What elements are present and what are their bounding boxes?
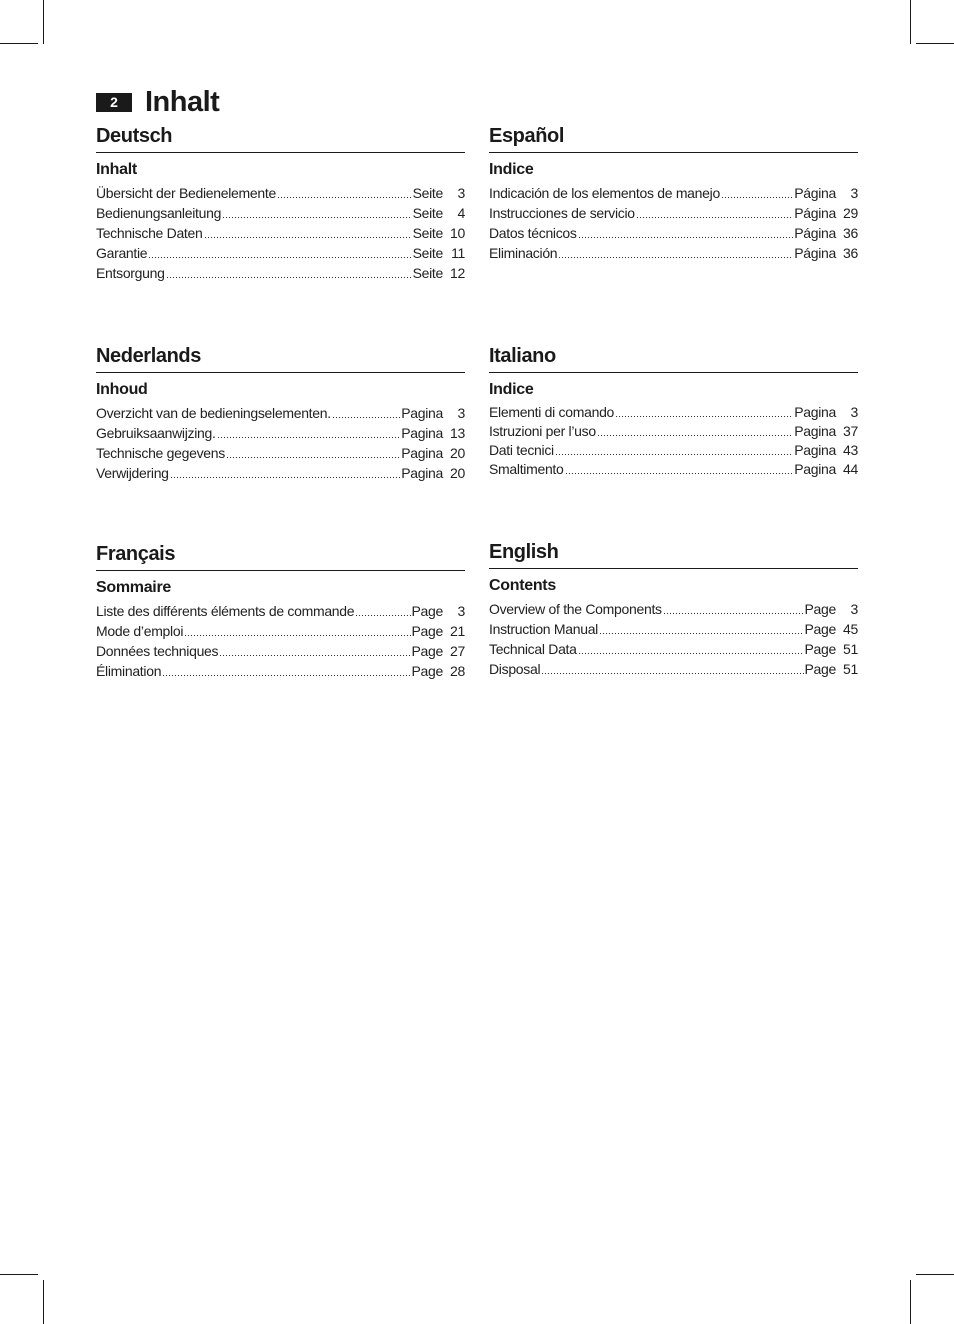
toc-entry (96, 263, 465, 283)
toc-entry-page-label: Page (804, 621, 836, 637)
dot-leader (204, 237, 412, 238)
toc-entry-page-label: Page (411, 643, 443, 659)
dot-leader (597, 435, 793, 436)
dot-leader (222, 217, 411, 218)
toc-entry (96, 403, 465, 423)
toc-entry-title: Smaltimento (489, 461, 564, 477)
page-number: 2 (96, 93, 132, 112)
toc-entry-page-label: Page (411, 623, 443, 639)
crop-mark (43, 0, 44, 44)
dot-leader (226, 457, 400, 458)
crop-mark (916, 43, 954, 44)
toc-heading: Indice (489, 381, 534, 398)
toc-entry-title: Elementi di comando (489, 404, 615, 420)
toc-entry-page-number: 45 (843, 621, 858, 637)
toc-entry (489, 223, 858, 243)
toc-entry-page-label: Seite (412, 225, 443, 241)
toc-entry (96, 183, 465, 203)
toc-entry-title: Technische Daten (96, 225, 203, 241)
toc-entry-page-label: Pagina (401, 445, 443, 461)
toc-entry (489, 183, 858, 203)
toc-entry-page-label: Pagina (401, 405, 443, 421)
language-heading: English (489, 538, 858, 569)
crop-mark (43, 1280, 44, 1324)
toc-entry-title: Istruzioni per l’uso (489, 423, 596, 439)
toc-entry-title: Élimination (96, 663, 162, 679)
toc-entry-title: Garantie (96, 245, 148, 261)
toc-entry-page-label: Pagina (794, 442, 836, 458)
dot-leader (663, 613, 804, 614)
toc-entry (489, 460, 858, 479)
toc-entry-page-label: Pagina (794, 461, 836, 477)
toc-entry-page-label: Seite (412, 185, 443, 201)
dot-leader (355, 615, 410, 616)
toc-entry-title: Indicación de los elementos de manejo (489, 185, 720, 201)
toc-entry-page-number: 3 (457, 185, 465, 201)
dot-leader (541, 673, 803, 674)
dot-leader (217, 437, 401, 438)
toc-entry-title: Datos técnicos (489, 225, 577, 241)
toc-entry-page-label: Pagina (401, 465, 443, 481)
crop-mark (0, 43, 38, 44)
toc-entry-page-number: 3 (850, 185, 858, 201)
dot-leader (599, 633, 804, 634)
toc-entry-title: Mode d’emploi (96, 623, 184, 639)
toc-entry (96, 661, 465, 681)
dot-leader (166, 277, 412, 278)
toc-entry (96, 601, 465, 621)
toc-entry-page-label: Pagina (401, 425, 443, 441)
toc-list (96, 403, 465, 483)
toc-entry-title: Entsorgung (96, 265, 165, 281)
toc-entry (489, 619, 858, 639)
dot-leader (636, 217, 793, 218)
dot-leader (277, 197, 412, 198)
toc-entry-page-number: 20 (450, 465, 465, 481)
toc-entry (489, 599, 858, 619)
toc-entry (96, 463, 465, 483)
toc-entry-page-number: 28 (450, 663, 465, 679)
toc-entry-page-label: Page (411, 603, 443, 619)
toc-entry (96, 641, 465, 661)
toc-entry-title: Overview of the Components (489, 601, 662, 617)
toc-entry (96, 443, 465, 463)
section-italiano (489, 342, 858, 479)
section-nederlands (96, 342, 465, 483)
dot-leader (578, 653, 804, 654)
toc-entry (489, 659, 858, 679)
crop-mark (910, 0, 911, 44)
toc-entry (489, 422, 858, 441)
toc-entry-title: Disposal (489, 661, 541, 677)
toc-entry (489, 441, 858, 460)
toc-entry-page-number: 51 (843, 641, 858, 657)
toc-entry-page-number: 3 (457, 603, 465, 619)
toc-entry-page-label: Page (804, 641, 836, 657)
toc-entry (96, 223, 465, 243)
toc-entry-title: Overzicht van de bedieningselementen. (96, 405, 331, 421)
toc-entry-page-number: 11 (451, 245, 465, 261)
dot-leader (148, 257, 411, 258)
language-heading: Italiano (489, 342, 858, 373)
toc-heading: Inhoud (96, 381, 148, 398)
language-heading: Deutsch (96, 122, 465, 153)
toc-entry-page-label: Pagina (794, 404, 836, 420)
toc-entry-page-label: Pagina (794, 423, 836, 439)
dot-leader (565, 473, 794, 474)
toc-entry (489, 403, 858, 422)
toc-entry-page-number: 3 (457, 405, 465, 421)
toc-entry-title: Instruction Manual (489, 621, 598, 637)
toc-entry-title: Technical Data (489, 641, 577, 657)
toc-entry-title: Dati tecnici (489, 442, 554, 458)
dot-leader (615, 416, 793, 417)
dot-leader (170, 477, 401, 478)
crop-mark (916, 1274, 954, 1275)
toc-entry-page-number: 3 (850, 404, 858, 420)
toc-entry-page-number: 21 (450, 623, 465, 639)
crop-mark (910, 1280, 911, 1324)
dot-leader (219, 655, 410, 656)
toc-entry-title: Verwijdering (96, 465, 169, 481)
toc-list (96, 183, 465, 283)
dot-leader (558, 257, 793, 258)
toc-entry-title: Gebruiksaanwijzing. (96, 425, 216, 441)
toc-entry-page-number: 10 (450, 225, 465, 241)
toc-entry-page-number: 13 (450, 425, 465, 441)
toc-entry-page-label: Página (794, 225, 836, 241)
toc-entry-title: Bedienungsanleitung (96, 205, 222, 221)
toc-entry (489, 639, 858, 659)
section-deutsch (96, 122, 465, 283)
toc-heading: Sommaire (96, 579, 171, 596)
toc-entry-page-label: Seite (412, 205, 443, 221)
toc-entry-page-number: 51 (843, 661, 858, 677)
toc-entry-page-number: 37 (843, 423, 858, 439)
toc-entry-page-label: Seite (412, 245, 443, 261)
toc-entry-page-number: 36 (843, 245, 858, 261)
toc-list (489, 183, 858, 263)
section-english (489, 538, 858, 679)
dot-leader (555, 454, 793, 455)
language-heading: Nederlands (96, 342, 465, 373)
toc-list (96, 601, 465, 681)
page-header (96, 84, 219, 120)
toc-entry-page-label: Page (804, 661, 836, 677)
toc-entry (96, 203, 465, 223)
language-heading: Français (96, 540, 465, 571)
toc-list (489, 403, 858, 479)
toc-heading: Inhalt (96, 161, 137, 178)
dot-leader (184, 635, 410, 636)
toc-entry-page-number: 27 (450, 643, 465, 659)
toc-entry-page-number: 29 (843, 205, 858, 221)
toc-entry-page-number: 20 (450, 445, 465, 461)
toc-entry-page-number: 44 (843, 461, 858, 477)
toc-entry (96, 243, 465, 263)
language-heading: Español (489, 122, 858, 153)
toc-entry-title: Liste des différents éléments de commande (96, 603, 355, 619)
page-title: Inhalt (145, 85, 220, 118)
dot-leader (332, 417, 400, 418)
dot-leader (721, 197, 793, 198)
toc-entry-page-label: Page (411, 663, 443, 679)
toc-entry-page-label: Página (794, 205, 836, 221)
toc-heading: Contents (489, 577, 556, 594)
toc-entry-page-number: 43 (843, 442, 858, 458)
toc-entry-title: Eliminación (489, 245, 558, 261)
toc-entry (96, 621, 465, 641)
toc-entry (489, 243, 858, 263)
toc-entry (489, 203, 858, 223)
dot-leader (578, 237, 794, 238)
section-francais (96, 540, 465, 681)
toc-entry (96, 423, 465, 443)
toc-entry-title: Instrucciones de servicio (489, 205, 635, 221)
toc-entry-title: Technische gegevens (96, 445, 225, 461)
section-espanol (489, 122, 858, 263)
toc-entry-page-label: Seite (412, 265, 443, 281)
toc-heading: Indice (489, 161, 534, 178)
toc-entry-page-label: Page (804, 601, 836, 617)
dot-leader (162, 675, 410, 676)
toc-entry-page-number: 4 (457, 205, 465, 221)
toc-entry-page-number: 12 (450, 265, 465, 281)
crop-mark (0, 1274, 38, 1275)
toc-entry-page-label: Página (794, 245, 836, 261)
toc-entry-page-label: Página (794, 185, 836, 201)
toc-entry-title: Übersicht der Bedienelemente (96, 185, 276, 201)
toc-list (489, 599, 858, 679)
toc-entry-page-number: 3 (850, 601, 858, 617)
toc-entry-title: Données techniques (96, 643, 219, 659)
toc-entry-page-number: 36 (843, 225, 858, 241)
